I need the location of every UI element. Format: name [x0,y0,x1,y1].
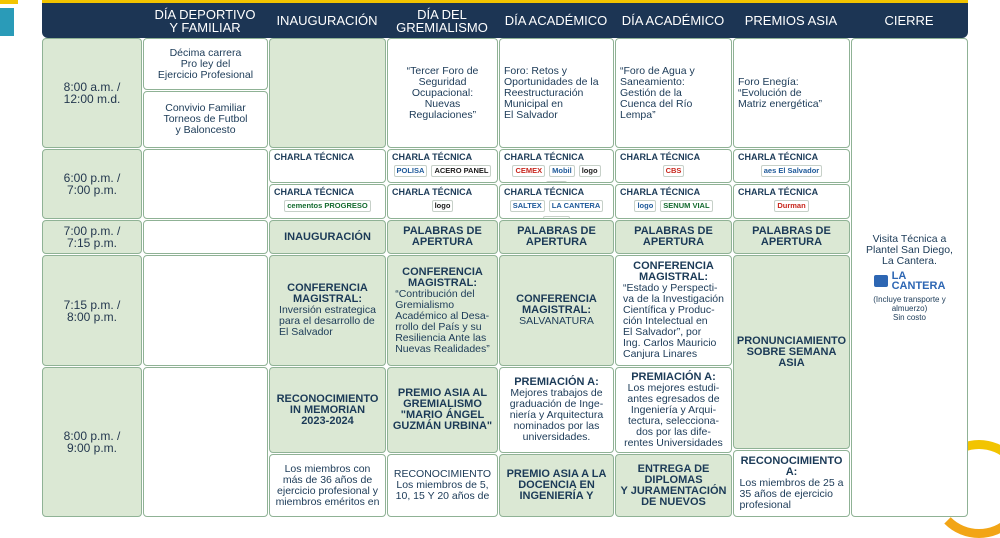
col-header-academico-1: DÍA ACADÉMICO [504,13,608,28]
foro-energia: Foro Enegía: “Evolución de Matriz energética” [733,38,850,148]
empty-deportivo-apertura [143,220,268,254]
cierre-note: (Incluye transporte y almuerzo) [873,294,946,313]
premiacion-title: PREMIACIÓN A: [631,370,716,383]
charla-academico2-b [615,184,732,219]
time-slot-5: 8:00 p.m. / 9:00 p.m. [42,367,142,517]
charla-label: CHARLA TÉCNICA [274,152,355,162]
sponsor-logo-econ [543,216,571,219]
conferencia-gremialismo [387,255,498,366]
time-slot-1: 8:00 a.m. / 12:00 m.d. [42,38,142,148]
time-slot-3: 7:00 p.m. / 7:15 p.m. [42,220,142,254]
sponsor-logo [546,181,568,183]
charla-academico1-b [499,184,614,219]
charla-inauguracion-a [269,149,386,183]
premiacion-trabajos-graduacion [499,367,614,453]
entrega-diplomas: ENTREGA DE DIPLOMAS Y JURAMENTACIÓN DE NUEVOS [615,454,732,517]
col-header-gremialismo: DÍA DEL GREMIALISMO [396,6,488,35]
la-cantera-logo-icon [874,275,888,287]
sponsor-logo-polisa: POLISA [394,165,428,177]
time-slot-2: 6:00 p.m. / 7:00 p.m. [42,149,142,219]
premio-asia-docencia: PREMIO ASIA A LA DOCENCIA EN INGENIERÍA Y [499,454,614,517]
charla-academico1-a [499,149,614,183]
charla-label: CHARLA TÉCNICA [392,187,473,197]
charla-label: CHARLA TÉCNICA [738,187,819,197]
event-convivio-familiar: Convivio Familiar Torneos de Futbol y Baloncesto [143,91,268,148]
cierre-cost: Sin costo [893,312,926,322]
conferencia-academico2 [615,255,732,366]
charla-label: CHARLA TÉCNICA [504,187,585,197]
conferencia-title: CONFERENCIA MAGISTRAL: [402,265,483,289]
conferencia-inauguracion [269,255,386,366]
schedule-header [42,0,968,38]
sponsor-logo-saltex: SALTEX [510,200,545,212]
sponsor-logo-mobil: Mobil [549,165,575,177]
conferencia-title: CONFERENCIA MAGISTRAL: [633,260,714,283]
premiacion-title: PREMIACIÓN A: [514,376,599,388]
empty-deportivo-conferencia [143,255,268,366]
empty-inauguracion-foro [269,38,386,148]
sponsor-logo-acero-panel: ACERO PANEL [431,165,491,177]
charla-asia-b [733,184,850,219]
reconocimiento-title: RECONOCIMIENTO A: [740,455,843,478]
conferencia-title: CONFERENCIA MAGISTRAL: [287,282,368,305]
reconocimiento-eméritos: Los miembros con más de 36 años de ejercicio profesional y miembros eméritos en [269,454,386,517]
sponsor-logo-progreso: cementos PROGRESO [284,200,370,212]
schedule-grid [42,38,968,511]
sponsor-logo-cemex: CEMEX [512,165,545,177]
col-header-cierre: CIERRE [884,13,934,28]
charla-asia-a [733,149,850,183]
conferencia-title: CONFERENCIA MAGISTRAL: [516,293,597,316]
premiacion-estudiantes-egresados [615,367,732,453]
reconocimiento-miembros-asia [733,450,850,517]
empty-deportivo-premiacion [143,367,268,517]
reconocimiento-miembros: RECONOCIMIENTO Los miembros de 5, 10, 15 Y 20 años de [387,454,498,517]
pronunciamiento-semana-asia: PRONUNCIAMIENTO SOBRE SEMANA ASIA [733,255,850,449]
reconocimiento-in-memorian: RECONOCIMIENTO IN MEMORIAN 2023-2024 [269,367,386,453]
sponsor-logo-senum-vial: SENUM VIAL [660,200,712,212]
charla-label: CHARLA TÉCNICA [504,152,585,162]
conferencia-body: “Estado y Perspecti- va de la Investigación Científica y Produc- ción Intelectual en El Salvador”, por Ing. Carlos Mauricio Canjura Linares [623,282,724,360]
time-slot-4: 7:15 p.m. / 8:00 p.m. [42,255,142,366]
sponsor-logo-cbs: CBS [663,165,685,177]
palabras-apertura-academico1: PALABRAS DE APERTURA [499,220,614,254]
charla-label: CHARLA TÉCNICA [620,187,701,197]
palabras-apertura-gremialismo: PALABRAS DE APERTURA [387,220,498,254]
cierre-visita-tecnica [851,38,968,517]
sponsor-logo: logo [579,165,601,177]
event-decima-carrera: Décima carrera Pro ley del Ejercicio Profesional [143,38,268,90]
event-inauguracion: INAUGURACIÓN [269,220,386,254]
sponsor-logo: logo [634,200,656,212]
premiacion-body: Mejores trabajos de graduación de Inge- niería y Arquitectura nominados por las universidades. [509,387,604,443]
corner-accent-yellow [0,0,18,4]
la-cantera-logo [874,271,946,291]
cierre-text: Visita Técnica a Plantel San Diego, La Cantera. [866,232,953,267]
la-cantera-logo-text: LA CANTERA [891,269,946,292]
palabras-apertura-asia: PALABRAS DE APERTURA [733,220,850,254]
foro-reestructuracion-municipal: Foro: Retos y Oportunidades de la Reestructuración Municipal en El Salvador [499,38,614,148]
col-header-academico-2: DÍA ACADÉMICO [621,13,725,28]
conferencia-body: “Contribución del Gremialismo Académico al Desa- rrollo del País y su Resiliencia Ante las Nuevas Realidades” [395,287,490,355]
sponsor-logo-la-cantera: LA CANTERA [549,200,603,212]
empty-deportivo-charla [143,149,268,219]
conferencia-body: Inversión estrategica para el desarrollo de El Salvador [279,304,376,338]
conferencia-body: SALVANATURA [519,315,594,327]
palabras-apertura-academico2: PALABRAS DE APERTURA [615,220,732,254]
charla-label: CHARLA TÉCNICA [274,187,355,197]
charla-inauguracion-b [269,184,386,219]
sponsor-logo-durman: Durman [774,200,808,212]
charla-label: CHARLA TÉCNICA [392,152,473,162]
sponsor-logo-aes: aes El Salvador [761,165,822,177]
charla-academico2-a [615,149,732,183]
col-header-premios-asia: PREMIOS ASIA [744,13,838,28]
conferencia-academico1 [499,255,614,366]
charla-label: CHARLA TÉCNICA [738,152,819,162]
charla-gremialismo-a [387,149,498,183]
premiacion-body: Los mejores estudi- antes egresados de Ingeniería y Arqui- tectura, selecciona- dos por las dife- rentes Universidades [624,381,723,449]
sponsor-logo: logo [432,200,454,212]
foro-agua-saneamiento: “Foro de Agua y Saneamiento: Gestión de la Cuenca del Río Lempa” [615,38,732,148]
charla-label: CHARLA TÉCNICA [620,152,701,162]
charla-gremialismo-b [387,184,498,219]
foro-seguridad-ocupacional: “Tercer Foro de Seguridad Ocupacional: Nuevas Regulaciones” [387,38,498,148]
corner-accent-teal [0,8,14,36]
col-header-deportivo: DÍA DEPORTIVO Y FAMILIAR [154,6,256,35]
premio-asia-gremialismo: PREMIO ASIA AL GREMIALISMO "MARIO ÁNGEL GUZMÁN URBINA" [387,367,498,453]
reconocimiento-body: Los miembros de 25 a 35 años de ejercicio profesional [739,477,844,511]
col-header-inauguracion: INAUGURACIÓN [276,13,378,28]
